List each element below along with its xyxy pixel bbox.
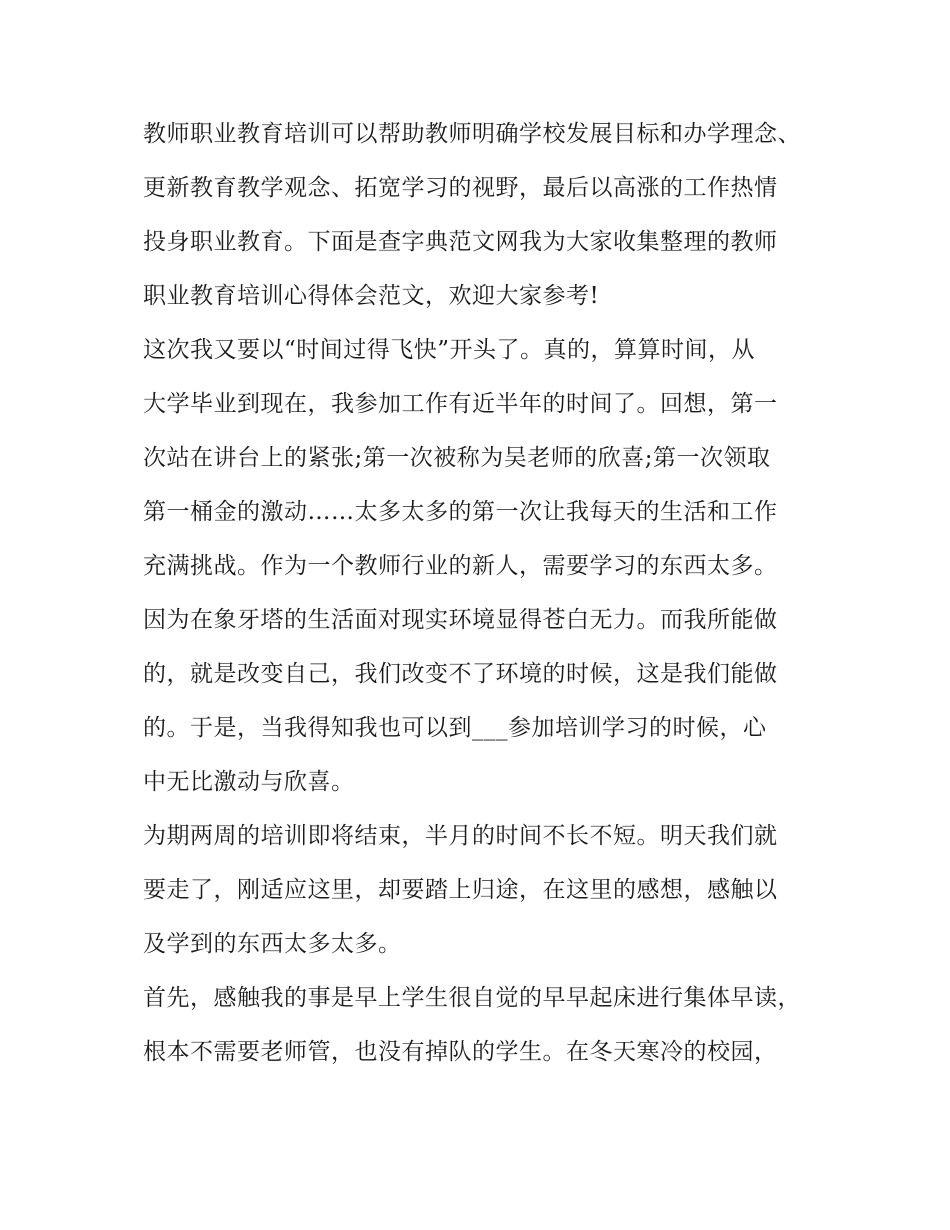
document-body — [143, 107, 843, 1079]
text-line: 因为在象牙塔的生活面对现实环境显得苍白无力。而我所能做 — [143, 607, 778, 633]
text-line: 次站在讲台上的紧张;第一次被称为吴老师的欣喜;第一次领取 — [143, 445, 771, 471]
text-line: 及学到的东西太多太多。 — [143, 931, 402, 957]
text-line: 第一桶金的激动……太多太多的第一次让我每天的生活和工作 — [143, 499, 778, 525]
text-line: 的，就是改变自己，我们改变不了环境的时候，这是我们能做 — [143, 661, 778, 687]
text-line: 这次我又要以“时间过得飞快”开头了。真的，算算时间，从 — [143, 337, 756, 363]
text-line: 首先，感触我的事是早上学生很自觉的早早起床进行集体早读， — [143, 985, 801, 1011]
text-line: 投身职业教育。下面是查字典范文网我为大家收集整理的教师 — [143, 229, 778, 255]
text-line: 充满挑战。作为一个教师行业的新人，需要学习的东西太多。 — [143, 553, 778, 579]
text-line: 中无比激动与欣喜。 — [143, 769, 355, 795]
text-line: 大学毕业到现在，我参加工作有近半年的时间了。回想，第一 — [143, 391, 778, 417]
text-line: 要走了，刚适应这里，却要踏上归途，在这里的感想，感触以 — [143, 877, 778, 903]
text-line: 根本不需要老师管，也没有掉队的学生。在冬天寒冷的校园， — [143, 1039, 778, 1065]
text-line: 职业教育培训心得体会范文，欢迎大家参考! — [143, 283, 600, 309]
text-line: 教师职业教育培训可以帮助教师明确学校发展目标和办学理念、 — [143, 121, 801, 147]
text-line: 更新教育教学观念、拓宽学习的视野，最后以高涨的工作热情 — [143, 175, 778, 201]
text-line: 的。于是，当我得知我也可以到___参加培训学习的时候，心 — [143, 715, 767, 741]
text-line: 为期两周的培训即将结束，半月的时间不长不短。明天我们就 — [143, 823, 778, 849]
